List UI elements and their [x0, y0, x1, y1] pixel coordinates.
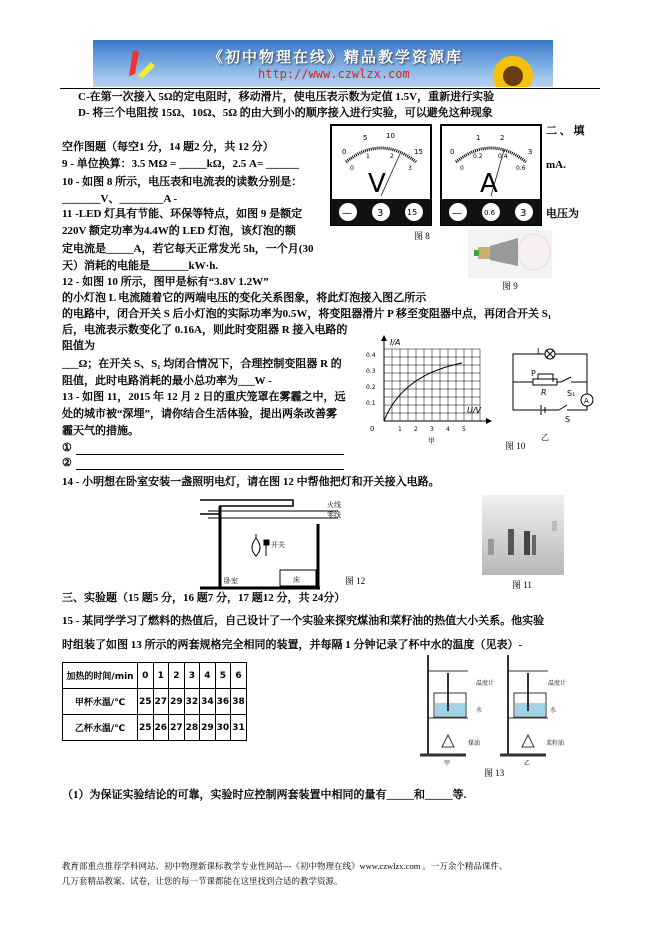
question-12-c: 的电路中，闭合开关 S 后小灯泡的实际功率为0.5W，将变阻器滑片 P 移至变阻器中点，再闭合开关 S₁ [62, 308, 552, 320]
question-12-f: ___Ω；在开关 S、S₁ 均闭合情况下，合理控制变阻器 R 的 [62, 358, 342, 370]
svg-text:S: S [565, 415, 571, 424]
section2-heading-a: 二 、 填 [546, 125, 585, 137]
svg-text:1: 1 [476, 134, 481, 142]
live-wire-label: 火线 [327, 501, 341, 509]
y-tick: 0.4 [366, 352, 376, 359]
figure-8-meters [328, 124, 542, 228]
voltmeter [331, 125, 431, 225]
temperature-table [62, 662, 247, 741]
svg-text:—: — [342, 208, 352, 219]
svg-text:A: A [584, 397, 589, 405]
svg-text:3: 3 [408, 165, 412, 172]
answer-1-line[interactable] [76, 454, 344, 455]
question-15-b: 时组装了如图 13 所示的两套规格完全相同的装置，并每隔 1 分钟记录了杯中水的温度（见表）- [62, 639, 523, 651]
question-9: 9 - 单位换算：3.5 MΩ = _____kΩ，2.5 A= ______ [62, 158, 300, 170]
footer-line-1: 教育部重点推荐学科网站、初中物理新课标教学专业性网站---《初中物理在线》www.czwlzx.com 。一万余个精品课件、 [62, 861, 508, 871]
answer-2-label: ② [62, 457, 72, 469]
svg-text:3: 3 [528, 148, 533, 156]
svg-text:3: 3 [520, 208, 527, 219]
svg-text:菜籽油: 菜籽油 [546, 740, 565, 747]
svg-text:0.2: 0.2 [473, 153, 483, 160]
figure-12-room-diagram [198, 494, 338, 598]
table-header-row: 加热的时间/min 0 1 2 3 4 5 6 [63, 663, 247, 689]
site-logo-icon [123, 48, 163, 82]
question-13-a: 13 - 如图 11，2015 年 12 月 2 日的重庆笼罩在雾霾之中，远 [62, 391, 346, 403]
question-9-unit: mA. [546, 159, 566, 171]
x-tick: 1 [398, 426, 402, 433]
question-11-right: 电压为 [546, 208, 579, 220]
svg-text:L: L [537, 347, 542, 356]
header-rule [60, 88, 600, 89]
svg-text:水: 水 [550, 707, 557, 714]
figure-12-caption: 图 12 [345, 576, 366, 586]
question-14: 14 - 小明想在卧室安装一盏照明电灯，请在图 12 中帮他把灯和开关接入电路。 [62, 476, 440, 488]
banner-url: http://www.czwlzx.com [258, 67, 410, 81]
x-tick: 3 [430, 426, 434, 433]
question-15-1: （1）为保证实验结论的可靠，实验时应控制两套装置中相同的量有_____和_____等. [62, 789, 467, 801]
svg-text:15: 15 [414, 148, 423, 156]
svg-text:1: 1 [366, 153, 370, 160]
smog-city-photo [482, 495, 564, 575]
site-banner [93, 40, 553, 87]
svg-text:5: 5 [363, 134, 368, 142]
table-row: 甲杯水温/℃ 25 27 29 32 34 36 38 [63, 689, 247, 715]
question-12-d: 后，电流表示数变化了 0.16A，则此时变阻器 R 接入电路的 [62, 324, 348, 336]
svg-text:温度计: 温度计 [476, 680, 495, 687]
question-15-a: 15 - 某同学学习了燃料的热值后，自己设计了一个实验来探究煤油和菜籽油的热值大小关系。他实验 [62, 615, 545, 627]
option-c: C-在第一次接入 5Ω的定电阻时，移动滑片，使电压表示数为定值 1.5V，重新进行实验 [78, 91, 495, 103]
figure-13-apparatus [418, 655, 568, 767]
x-tick: 5 [462, 426, 466, 433]
svg-text:温度计: 温度计 [548, 680, 567, 687]
svg-text:3: 3 [377, 208, 384, 219]
sub-label-b: 乙 [541, 433, 549, 442]
led-bulb-image [468, 230, 552, 278]
question-10: 10 - 如图 8 所示，电压表和电流表的读数分别是： [62, 176, 303, 188]
y-tick: 0.1 [366, 400, 376, 407]
option-d: D- 将三个电阻按 15Ω、10Ω、5Ω 的由大到小的顺序接入进行实验，可以避免这种现象 [78, 107, 493, 119]
svg-text:开关: 开关 [271, 541, 285, 549]
figure-9-caption: 图 9 [502, 281, 518, 291]
question-11-d: 天）消耗的电能是_______kW·h. [62, 260, 219, 272]
section2-heading-b: 空作图题（每空1 分，14 题2 分，共 12 分） [62, 141, 274, 153]
table-row: 乙杯水温/℃ 25 26 27 28 29 30 31 [63, 715, 247, 741]
svg-text:0.6: 0.6 [516, 165, 526, 172]
ammeter [441, 125, 541, 225]
question-12-b: 的小灯泡 L 电流随着它的两端电压的变化关系图象，将此灯泡接入图乙所示 [62, 292, 427, 304]
figure-13-caption: 图 13 [484, 768, 505, 778]
question-11-c: 定电流是_____A，若它每天正常发光 5h，一个月(30 [62, 243, 314, 255]
svg-text:S₁: S₁ [567, 389, 576, 398]
voltmeter-symbol: V [368, 169, 386, 199]
svg-text:水: 水 [476, 707, 483, 714]
neutral-wire-label: 零线 [327, 511, 341, 519]
figure-10-circuit [505, 342, 595, 442]
current-voltage-curve [384, 363, 462, 421]
svg-text:0: 0 [460, 165, 464, 172]
svg-text:0: 0 [342, 148, 347, 156]
svg-text:0: 0 [350, 165, 354, 172]
svg-text:卧室: 卧室 [224, 577, 238, 585]
figure-10-caption: 图 10 [505, 441, 526, 451]
question-12-a: 12 - 如图 10 所示，图甲是标有“3.8V 1.2W” [62, 276, 269, 288]
question-11-a: 11 -LED 灯具有节能、环保等特点，如图 9 是额定 [62, 208, 303, 220]
svg-text:10: 10 [386, 132, 395, 140]
origin-label: 0 [370, 425, 375, 433]
x-tick: 2 [414, 426, 418, 433]
svg-text:床: 床 [293, 576, 300, 584]
ammeter-symbol: A [480, 169, 498, 199]
y-tick: 0.3 [366, 368, 376, 375]
question-12-e: 阻值为 [62, 340, 95, 352]
x-tick: 4 [446, 426, 450, 433]
svg-text:0.4: 0.4 [498, 153, 508, 160]
question-13-b: 处的城市被“深埋”，请你结合生活体验，提出两条改善雾 [62, 408, 337, 420]
svg-text:0.6: 0.6 [484, 209, 496, 217]
svg-text:乙: 乙 [524, 760, 531, 767]
svg-text:—: — [452, 208, 462, 219]
svg-text:15: 15 [407, 208, 418, 217]
svg-text:2: 2 [500, 134, 505, 142]
sub-label-a: 甲 [428, 437, 435, 445]
question-11-b: 220V 额定功率为4.4W的 LED 灯泡，该灯泡的额 [62, 225, 296, 237]
sunflower-icon [483, 54, 543, 87]
answer-2-line[interactable] [76, 469, 344, 470]
footer-line-2: 几万套精品教案、试卷，让您的每一节课都能在这里找到合适的教学资源。 [62, 876, 343, 886]
y-axis-label: I/A [390, 338, 401, 347]
figure-10-graph [362, 335, 492, 447]
svg-text:2: 2 [390, 153, 394, 160]
y-tick: 0.2 [366, 384, 376, 391]
svg-text:R: R [541, 388, 547, 397]
section3-heading: 三、实验题（15 题5 分，16 题7 分，17 题12 分，共 24分） [62, 592, 346, 604]
banner-title: 《初中物理在线》精品教学资源库 [208, 50, 464, 66]
question-13-c: 霾天气的措施。 [62, 425, 139, 437]
svg-text:0: 0 [450, 148, 455, 156]
svg-text:煤油: 煤油 [468, 740, 481, 747]
question-10-blanks: _______V、________A - [62, 193, 178, 205]
answer-1-label: ① [62, 442, 72, 454]
question-12-g: 阻值，此时电路消耗的最小总功率为___W - [62, 375, 272, 387]
svg-text:P: P [531, 369, 536, 378]
figure-11-caption: 图 11 [512, 580, 532, 590]
x-axis-label: U/V [467, 406, 482, 415]
svg-text:甲: 甲 [444, 760, 451, 767]
figure-8-caption: 图 8 [414, 231, 430, 241]
